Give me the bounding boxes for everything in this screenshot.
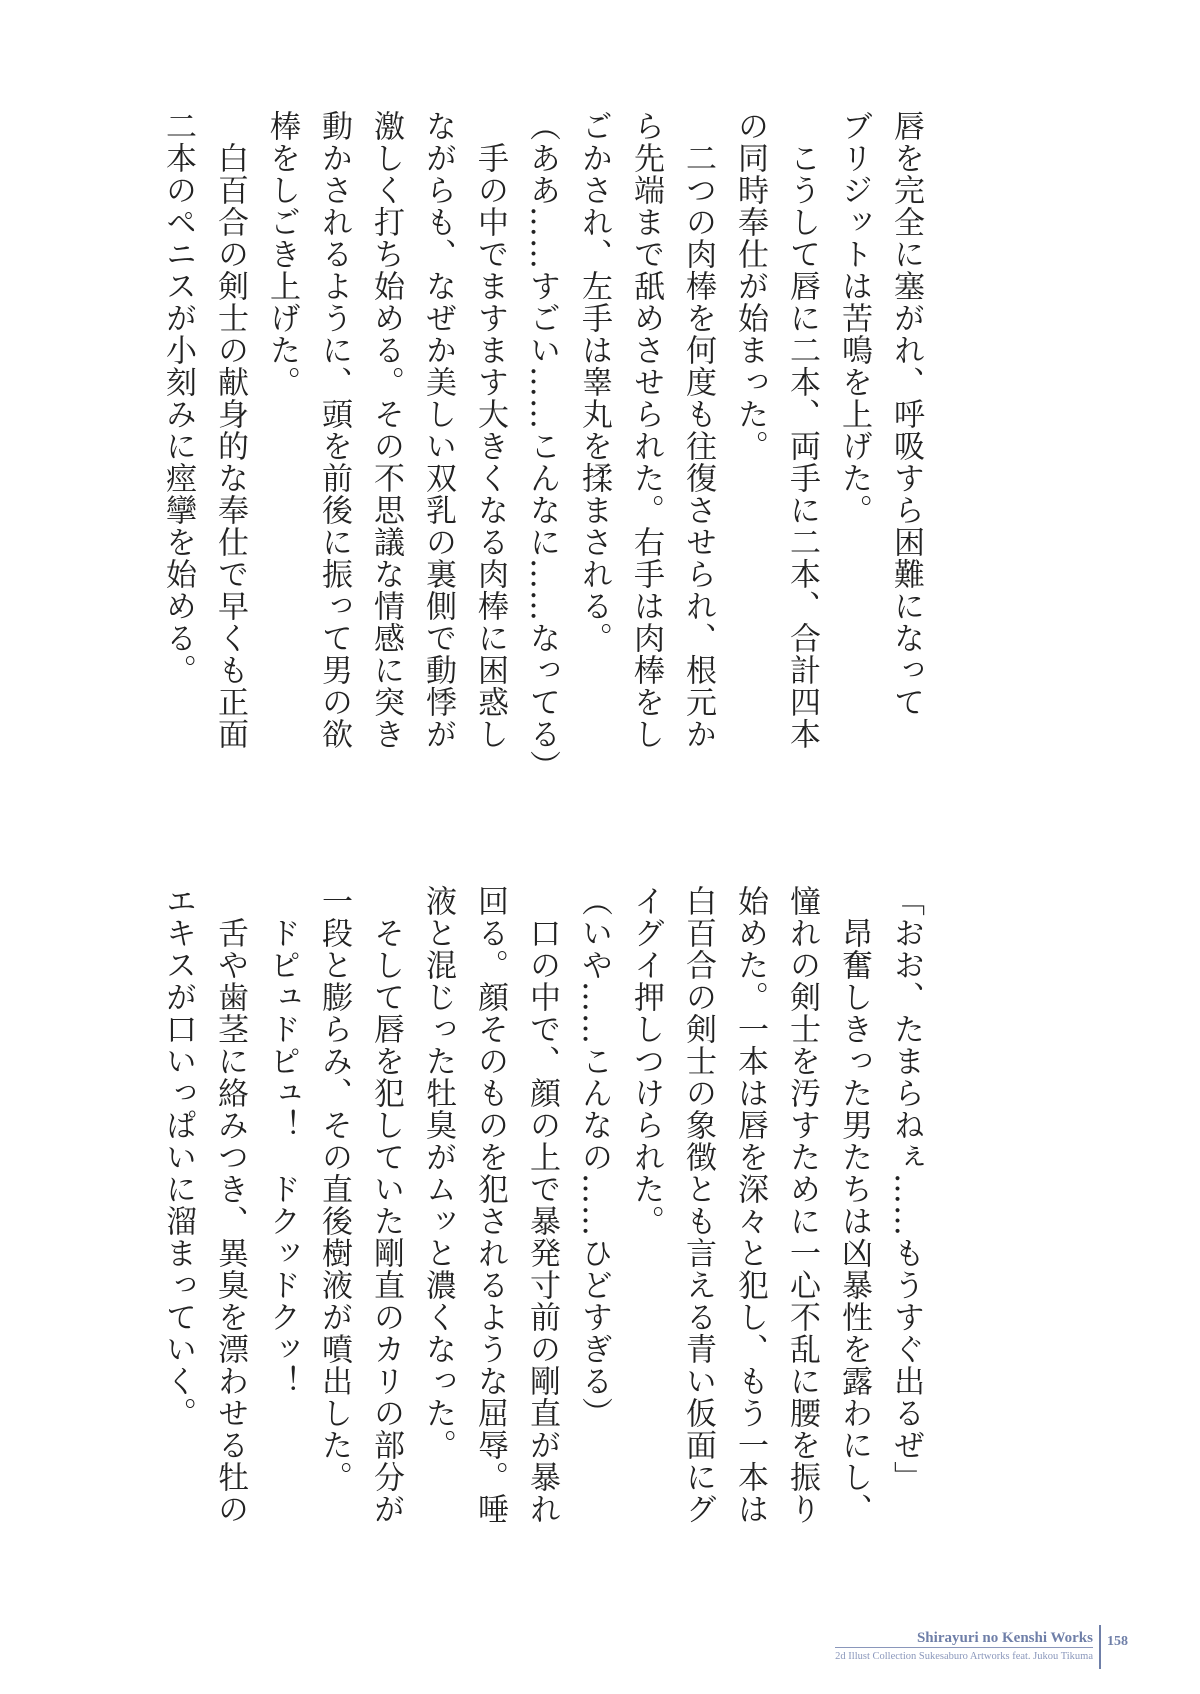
text-line: エキスが口いっぱいに溜まっていく。	[160, 885, 196, 1429]
text-line: （ああ……すごい……こんなに……なってる）	[524, 110, 560, 782]
text-line: 白百合の剣士の象徴とも言える青い仮面にグ	[680, 885, 716, 1525]
text-line: ブリジットは苦鳴を上げた。	[836, 110, 872, 526]
text-line: ながらも、なぜか美しい双乳の裏側で動悸が	[420, 110, 456, 750]
text-line: 動かされるように、頭を前後に振って男の欲	[316, 110, 352, 750]
text-block-bottom	[152, 885, 932, 1575]
page-footer	[835, 1625, 1128, 1669]
text-line: ら先端まで舐めさせられた。右手は肉棒をし	[628, 110, 664, 750]
text-line: の同時奉仕が始まった。	[732, 110, 768, 462]
text-line: 回る。顔そのものを犯されるような屈辱。唾	[472, 885, 508, 1525]
text-line: 舌や歯茎に絡みつき、異臭を漂わせる牡の	[212, 885, 248, 1525]
text-line: 昂奮しきった男たちは凶暴性を露わにし、	[836, 885, 872, 1525]
footer-divider	[1099, 1625, 1101, 1669]
text-line: ごかされ、左手は睾丸を揉まされる。	[576, 110, 612, 654]
text-line: 口の中で、顔の上で暴発寸前の剛直が暴れ	[524, 885, 560, 1525]
text-line: 液と混じった牡臭がムッと濃くなった。	[420, 885, 456, 1461]
text-line: 「おお、たまらねぇ……もうすぐ出るぜ」	[888, 885, 924, 1493]
footer-text	[835, 1625, 1099, 1669]
footer-title: Shirayuri no Kenshi Works	[916, 1630, 1093, 1646]
text-line: 手の中でますます大きくなる肉棒に困惑し	[472, 110, 508, 750]
text-line: こうして唇に二本、両手に二本、合計四本	[784, 110, 820, 750]
text-line: 白百合の剣士の献身的な奉仕で早くも正面	[212, 110, 248, 750]
text-line: 棒をしごき上げた。	[264, 110, 300, 398]
text-line: （いや……こんなの……ひどすぎる）	[576, 885, 612, 1429]
text-line: 一段と膨らみ、その直後樹液が噴出した。	[316, 885, 352, 1493]
text-line: 激しく打ち始める。その不思議な情感に突き	[368, 110, 404, 750]
text-line: そして唇を犯していた剛直のカリの部分が	[368, 885, 404, 1525]
text-line: 二つの肉棒を何度も往復させられ、根元か	[680, 110, 716, 750]
text-line: 憧れの剣士を汚すために一心不乱に腰を振り	[784, 885, 820, 1525]
text-line: ドピュドピュ！ ドクッドクッ！	[264, 885, 300, 1397]
footer-subtitle: 2d Illust Collection Sukesaburo Artworks feat. Jukou Tikuma	[835, 1647, 1093, 1665]
page-number: 158	[1107, 1634, 1128, 1649]
text-line: 始めた。一本は唇を深々と犯し、もう一本は	[732, 885, 768, 1525]
text-block-top	[152, 110, 932, 800]
text-line: 二本のペニスが小刻みに痙攣を始める。	[160, 110, 196, 686]
text-line: イグイ押しつけられた。	[628, 885, 664, 1237]
text-line: 唇を完全に塞がれ、呼吸すら困難になって	[888, 110, 924, 718]
